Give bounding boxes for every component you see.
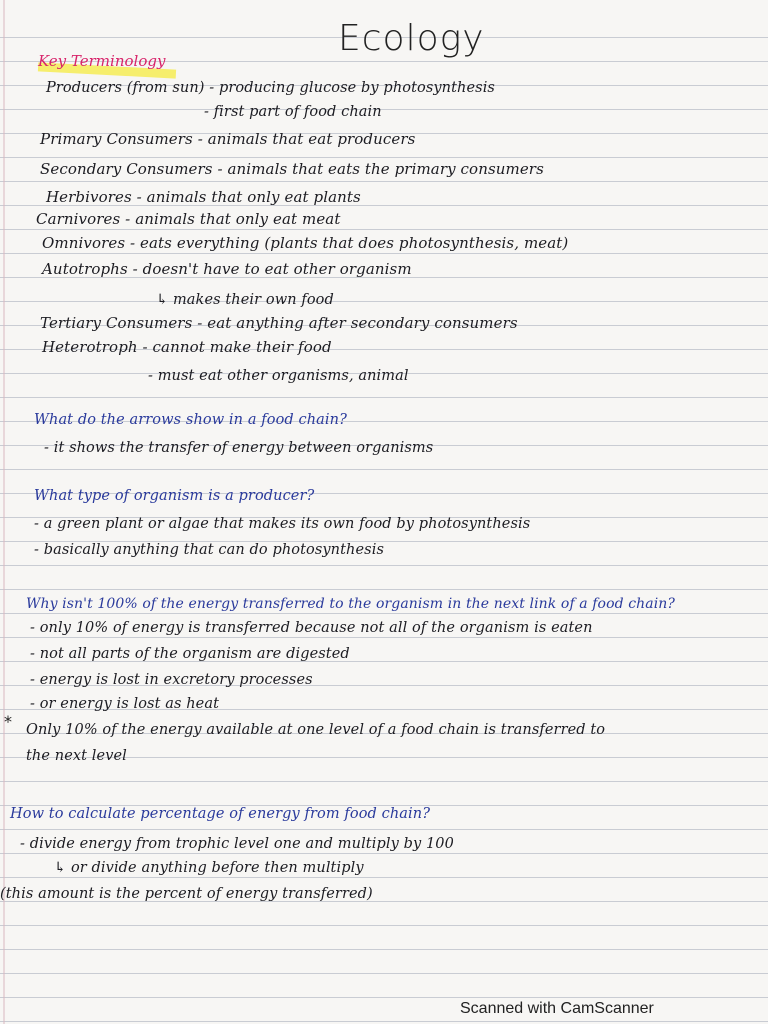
answer-line: ↳ or divide anything before then multiply [54,860,364,876]
note-line: the next level [26,748,127,764]
note-line: Secondary Consumers - animals that eats the primary consumers [40,160,544,178]
note-line: Tertiary Consumers - eat anything after secondary consumers [40,314,518,332]
answer-line: - basically anything that can do photosynthesis [34,542,384,558]
question: How to calculate percentage of energy from food chain? [10,806,431,822]
note-line: Autotrophs - doesn't have to eat other organism [42,260,412,278]
answer-line: (this amount is the percent of energy transferred) [0,886,373,902]
note-line: Producers (from sun) - producing glucose by photosynthesis [46,80,495,96]
question: What type of organism is a producer? [34,488,315,504]
answer-line: - only 10% of energy is transferred because not all of the organism is eaten [30,620,593,636]
note-line: Only 10% of the energy available at one level of a food chain is transferred to [26,722,606,738]
note-line: ↳ makes their own food [156,292,334,308]
page-title: Ecology [338,18,485,59]
note-line: - first part of food chain [204,104,382,120]
note-line: Herbivores - animals that only eat plants [46,188,361,206]
section-heading: Key Terminology [38,52,166,70]
answer-line: - it shows the transfer of energy between organisms [44,440,434,456]
answer-line: - not all parts of the organism are digested [30,646,350,662]
star-icon: * [4,712,12,731]
question: Why isn't 100% of the energy transferred to the organism in the next link of a food chain? [26,596,676,612]
note-line: Carnivores - animals that only eat meat [36,210,341,228]
scanner-watermark: Scanned with CamScanner [460,1000,654,1017]
answer-line: - energy is lost in excretory processes [30,672,313,688]
note-line: Omnivores - eats everything (plants that does photosynthesis, meat) [42,234,569,252]
note-line: Primary Consumers - animals that eat producers [40,130,416,148]
note-line: - must eat other organisms, animal [148,368,409,384]
answer-line: - a green plant or algae that makes its own food by photosynthesis [34,516,531,532]
question: What do the arrows show in a food chain? [34,412,347,428]
answer-line: - divide energy from trophic level one and multiply by 100 [20,836,454,852]
note-line: Heterotroph - cannot make their food [42,338,332,356]
answer-line: - or energy is lost as heat [30,696,220,712]
